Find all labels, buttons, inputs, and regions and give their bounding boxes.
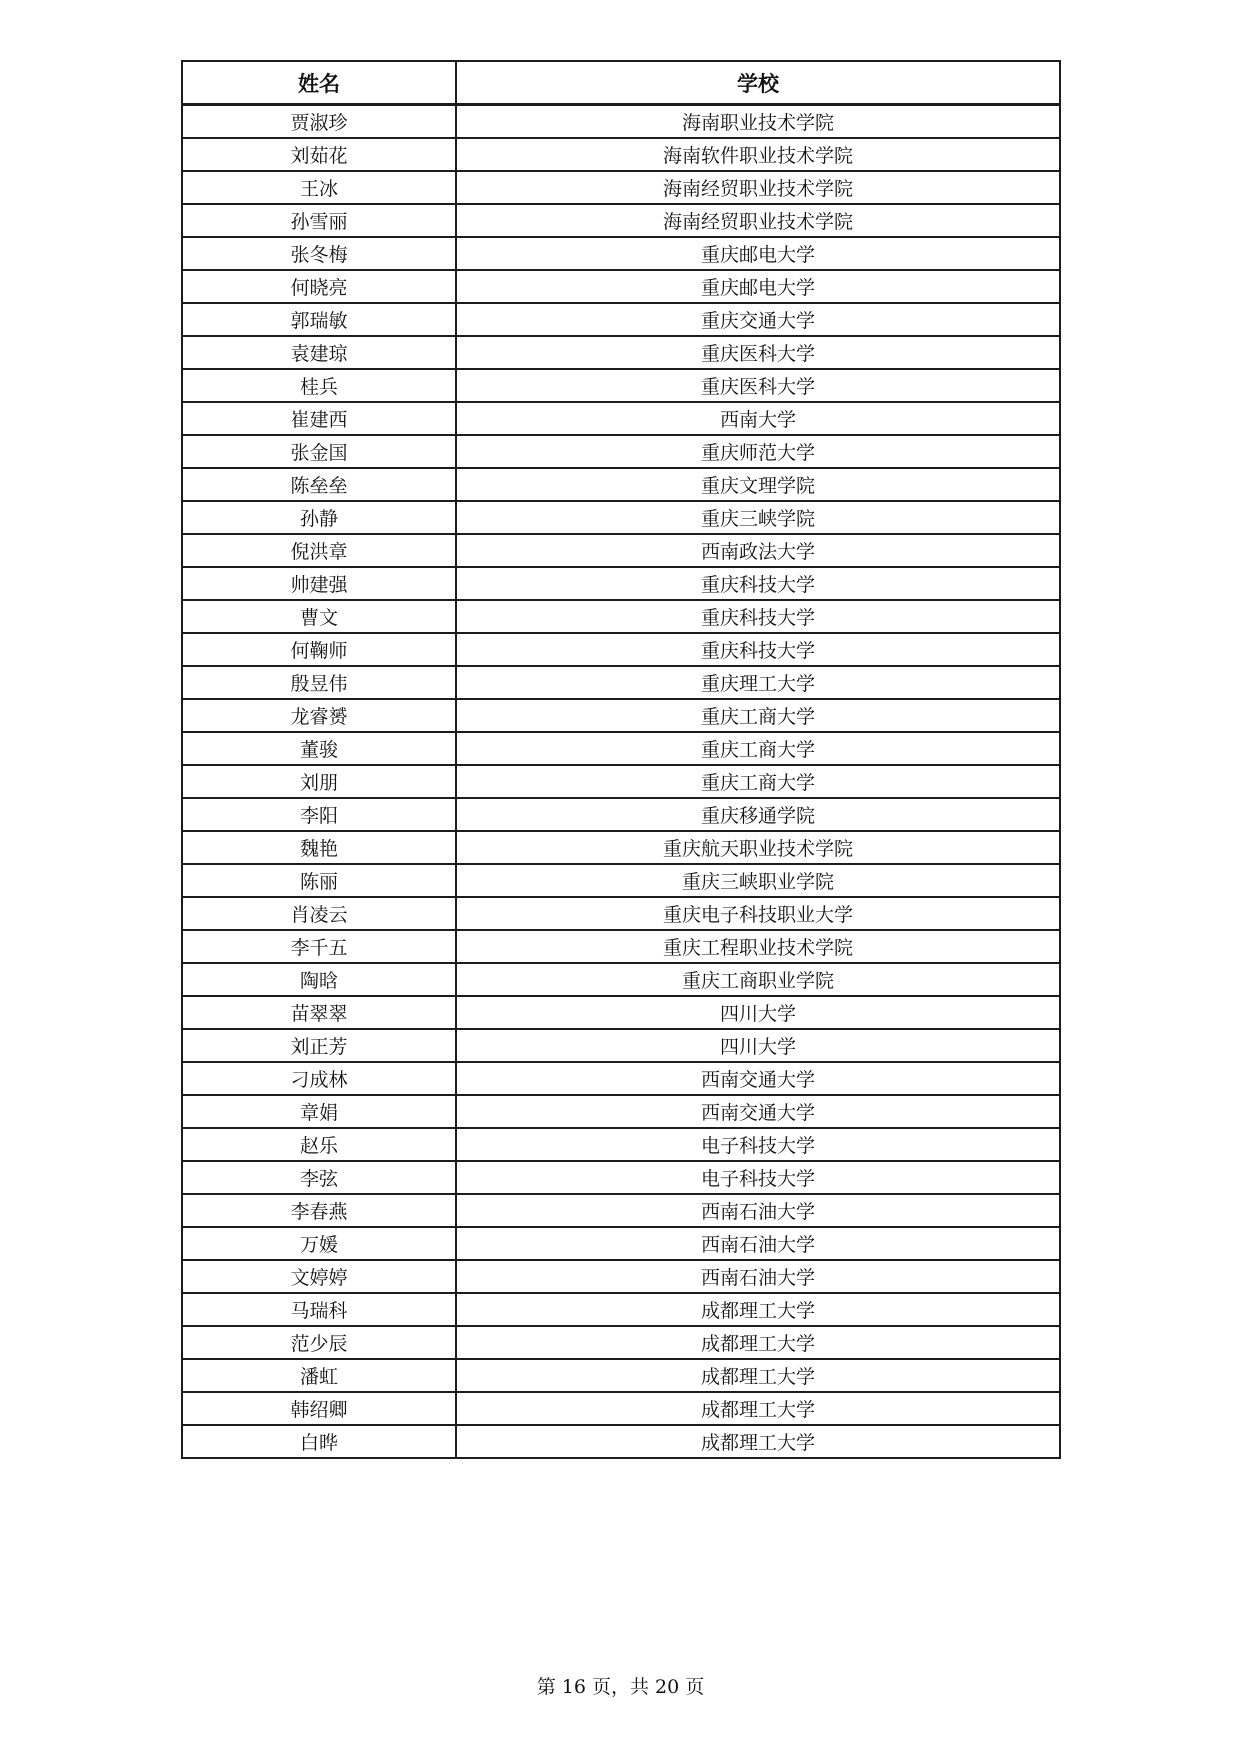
name-cell: 陈丽 <box>182 864 456 897</box>
name-cell: 赵乐 <box>182 1128 456 1161</box>
name-cell: 龙睿赟 <box>182 699 456 732</box>
table-row <box>182 1161 1060 1194</box>
table-row <box>182 501 1060 534</box>
table-row <box>182 1260 1060 1293</box>
school-cell: 成都理工大学 <box>456 1293 1060 1326</box>
school-cell: 重庆工程职业技术学院 <box>456 930 1060 963</box>
school-cell: 重庆三峡职业学院 <box>456 864 1060 897</box>
table-row <box>182 1392 1060 1425</box>
table-row <box>182 270 1060 303</box>
name-cell: 刘茹花 <box>182 138 456 171</box>
name-cell: 章娟 <box>182 1095 456 1128</box>
table-row <box>182 1326 1060 1359</box>
school-cell: 西南大学 <box>456 402 1060 435</box>
name-cell: 袁建琼 <box>182 336 456 369</box>
table-row <box>182 1029 1060 1062</box>
table-row <box>182 996 1060 1029</box>
table-row <box>182 765 1060 798</box>
table-row <box>182 369 1060 402</box>
table-row <box>182 897 1060 930</box>
name-cell: 刁成林 <box>182 1062 456 1095</box>
table-row <box>182 963 1060 996</box>
name-cell: 韩绍卿 <box>182 1392 456 1425</box>
school-cell: 电子科技大学 <box>456 1128 1060 1161</box>
name-cell: 张冬梅 <box>182 237 456 270</box>
name-cell: 陶晗 <box>182 963 456 996</box>
school-cell: 海南职业技术学院 <box>456 105 1060 139</box>
school-cell: 成都理工大学 <box>456 1359 1060 1392</box>
table-row <box>182 1194 1060 1227</box>
table-row <box>182 831 1060 864</box>
school-cell: 重庆电子科技职业大学 <box>456 897 1060 930</box>
school-cell: 电子科技大学 <box>456 1161 1060 1194</box>
school-cell: 海南经贸职业技术学院 <box>456 204 1060 237</box>
school-cell: 西南石油大学 <box>456 1194 1060 1227</box>
table-row <box>182 798 1060 831</box>
school-cell: 重庆科技大学 <box>456 600 1060 633</box>
name-cell: 李阳 <box>182 798 456 831</box>
name-cell: 郭瑞敏 <box>182 303 456 336</box>
table-row <box>182 600 1060 633</box>
table-row <box>182 1359 1060 1392</box>
name-cell: 陈垒垒 <box>182 468 456 501</box>
school-cell: 四川大学 <box>456 996 1060 1029</box>
name-cell: 刘正芳 <box>182 1029 456 1062</box>
table-row <box>182 1062 1060 1095</box>
table-row <box>182 138 1060 171</box>
school-cell: 重庆工商大学 <box>456 732 1060 765</box>
school-cell: 重庆邮电大学 <box>456 237 1060 270</box>
school-cell: 西南石油大学 <box>456 1227 1060 1260</box>
school-cell: 四川大学 <box>456 1029 1060 1062</box>
school-cell: 重庆医科大学 <box>456 336 1060 369</box>
table-row <box>182 1128 1060 1161</box>
table-row <box>182 435 1060 468</box>
table-row <box>182 864 1060 897</box>
table-row <box>182 105 1060 139</box>
school-cell: 重庆医科大学 <box>456 369 1060 402</box>
school-cell: 重庆文理学院 <box>456 468 1060 501</box>
name-cell: 董骏 <box>182 732 456 765</box>
name-cell: 李千五 <box>182 930 456 963</box>
name-cell: 张金国 <box>182 435 456 468</box>
name-cell: 文婷婷 <box>182 1260 456 1293</box>
school-cell: 重庆三峡学院 <box>456 501 1060 534</box>
table-row <box>182 1095 1060 1128</box>
school-cell: 重庆师范大学 <box>456 435 1060 468</box>
name-cell: 曹文 <box>182 600 456 633</box>
table-row <box>182 468 1060 501</box>
school-cell: 成都理工大学 <box>456 1425 1060 1458</box>
school-cell: 重庆航天职业技术学院 <box>456 831 1060 864</box>
name-cell: 何鞠师 <box>182 633 456 666</box>
table-row <box>182 336 1060 369</box>
table-row <box>182 567 1060 600</box>
page-number-indicator: 第 16 页，共 20 页 <box>536 1676 705 1698</box>
school-cell: 重庆邮电大学 <box>456 270 1060 303</box>
name-cell: 魏艳 <box>182 831 456 864</box>
table-row <box>182 732 1060 765</box>
table-row <box>182 204 1060 237</box>
school-cell: 海南软件职业技术学院 <box>456 138 1060 171</box>
name-cell: 马瑞科 <box>182 1293 456 1326</box>
name-cell: 范少辰 <box>182 1326 456 1359</box>
table-row <box>182 237 1060 270</box>
name-cell: 白晔 <box>182 1425 456 1458</box>
school-cell: 成都理工大学 <box>456 1326 1060 1359</box>
school-cell: 重庆移通学院 <box>456 798 1060 831</box>
school-cell: 西南交通大学 <box>456 1095 1060 1128</box>
table-row <box>182 534 1060 567</box>
name-cell: 何晓亮 <box>182 270 456 303</box>
header-row <box>182 61 1060 105</box>
school-cell: 重庆工商大学 <box>456 699 1060 732</box>
school-cell: 重庆工商职业学院 <box>456 963 1060 996</box>
name-cell: 苗翠翠 <box>182 996 456 1029</box>
name-cell: 肖凌云 <box>182 897 456 930</box>
table-row <box>182 633 1060 666</box>
school-cell: 西南政法大学 <box>456 534 1060 567</box>
table-row <box>182 1293 1060 1326</box>
table-row <box>182 666 1060 699</box>
table-row <box>182 930 1060 963</box>
name-cell: 万媛 <box>182 1227 456 1260</box>
school-column-header: 学校 <box>456 61 1060 105</box>
name-cell: 刘朋 <box>182 765 456 798</box>
name-cell: 殷昱伟 <box>182 666 456 699</box>
name-cell: 潘虹 <box>182 1359 456 1392</box>
name-cell: 李弦 <box>182 1161 456 1194</box>
name-cell: 崔建西 <box>182 402 456 435</box>
roster-table-header <box>182 61 1060 105</box>
name-cell: 孙雪丽 <box>182 204 456 237</box>
roster-table <box>181 60 1061 1459</box>
table-row <box>182 402 1060 435</box>
name-cell: 桂兵 <box>182 369 456 402</box>
table-row <box>182 1425 1060 1458</box>
school-cell: 重庆科技大学 <box>456 567 1060 600</box>
school-cell: 重庆工商大学 <box>456 765 1060 798</box>
table-row <box>182 171 1060 204</box>
name-cell: 王冰 <box>182 171 456 204</box>
school-cell: 重庆科技大学 <box>456 633 1060 666</box>
roster-table-body <box>182 105 1060 1459</box>
school-cell: 成都理工大学 <box>456 1392 1060 1425</box>
table-row <box>182 303 1060 336</box>
name-cell: 孙静 <box>182 501 456 534</box>
school-cell: 重庆交通大学 <box>456 303 1060 336</box>
name-cell: 倪洪章 <box>182 534 456 567</box>
name-cell: 帅建强 <box>182 567 456 600</box>
school-cell: 西南石油大学 <box>456 1260 1060 1293</box>
school-cell: 重庆理工大学 <box>456 666 1060 699</box>
school-cell: 西南交通大学 <box>456 1062 1060 1095</box>
name-cell: 李春燕 <box>182 1194 456 1227</box>
name-cell: 贾淑珍 <box>182 105 456 139</box>
school-cell: 海南经贸职业技术学院 <box>456 171 1060 204</box>
roster-table-container <box>181 60 1059 1459</box>
name-column-header: 姓名 <box>182 61 456 105</box>
table-row <box>182 699 1060 732</box>
table-row <box>182 1227 1060 1260</box>
